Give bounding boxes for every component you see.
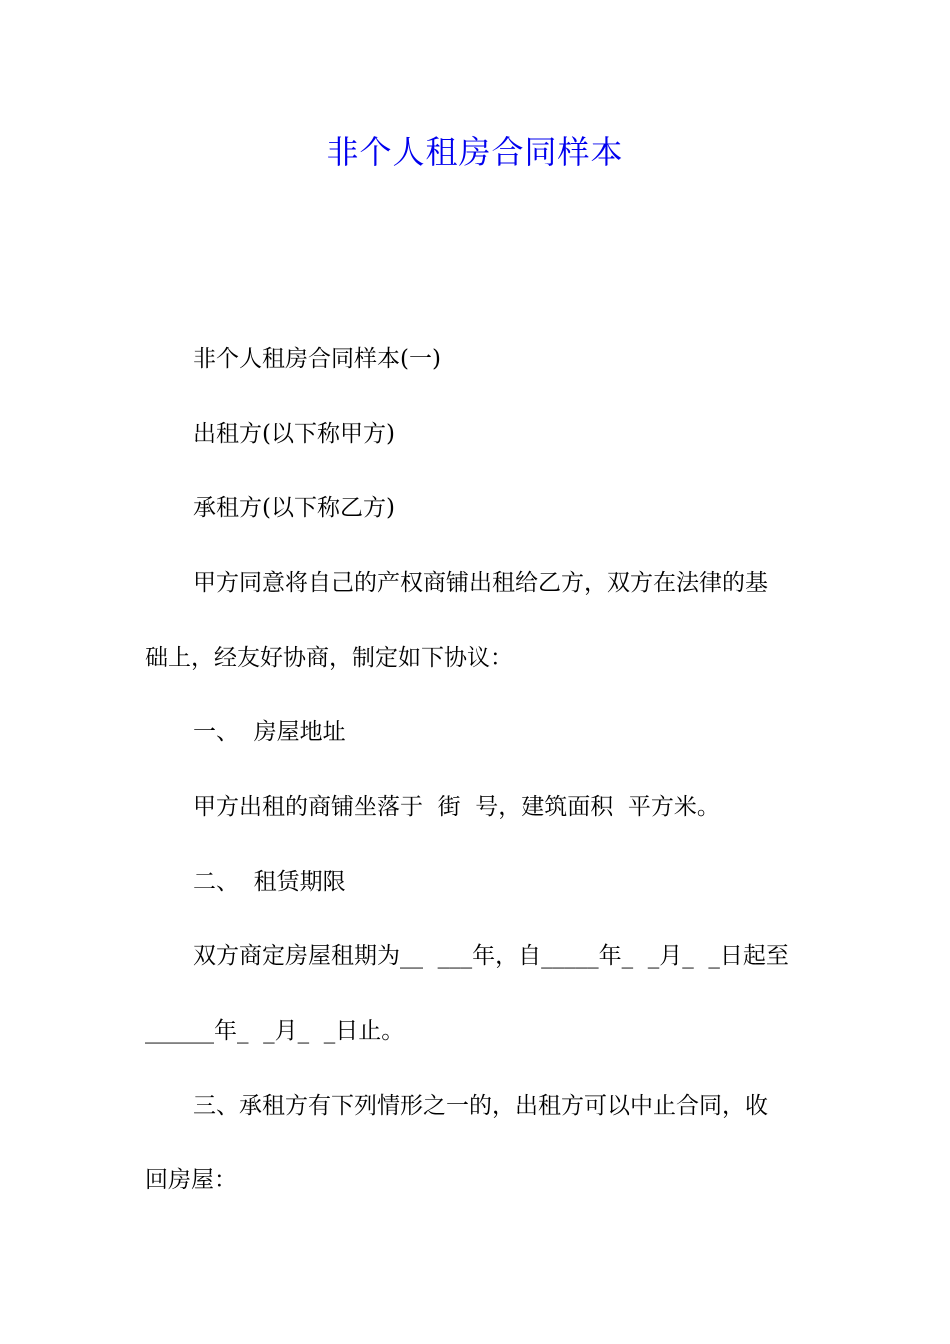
clause-heading: 二、 租赁期限 [193, 869, 346, 895]
section-heading: 非个人租房合同样本(一) [193, 346, 441, 372]
paragraph-line: 回房屋： [145, 1167, 237, 1193]
paragraph-line: 甲方同意将自己的产权商铺出租给乙方，双方在法律的基 [193, 570, 768, 596]
paragraph-line: 甲方出租的商铺坐落于 街 号，建筑面积 平方米。 [193, 794, 720, 820]
paragraph-line: 础上，经友好协商，制定如下协议： [145, 645, 513, 671]
lessee-line: 承租方(以下称乙方) [193, 495, 395, 521]
paragraph-line: 双方商定房屋租期为__ ___年，自_____年_ _月_ _日起至 [193, 943, 789, 969]
lessor-line: 出租方(以下称甲方) [193, 421, 395, 447]
paragraph-line: ______年_ _月_ _日止。 [145, 1018, 405, 1044]
document-title: 非个人租房合同样本 [326, 133, 624, 171]
paragraph-line: 三、承租方有下列情形之一的，出租方可以中止合同，收 [193, 1093, 768, 1119]
clause-heading: 一、 房屋地址 [193, 719, 346, 745]
